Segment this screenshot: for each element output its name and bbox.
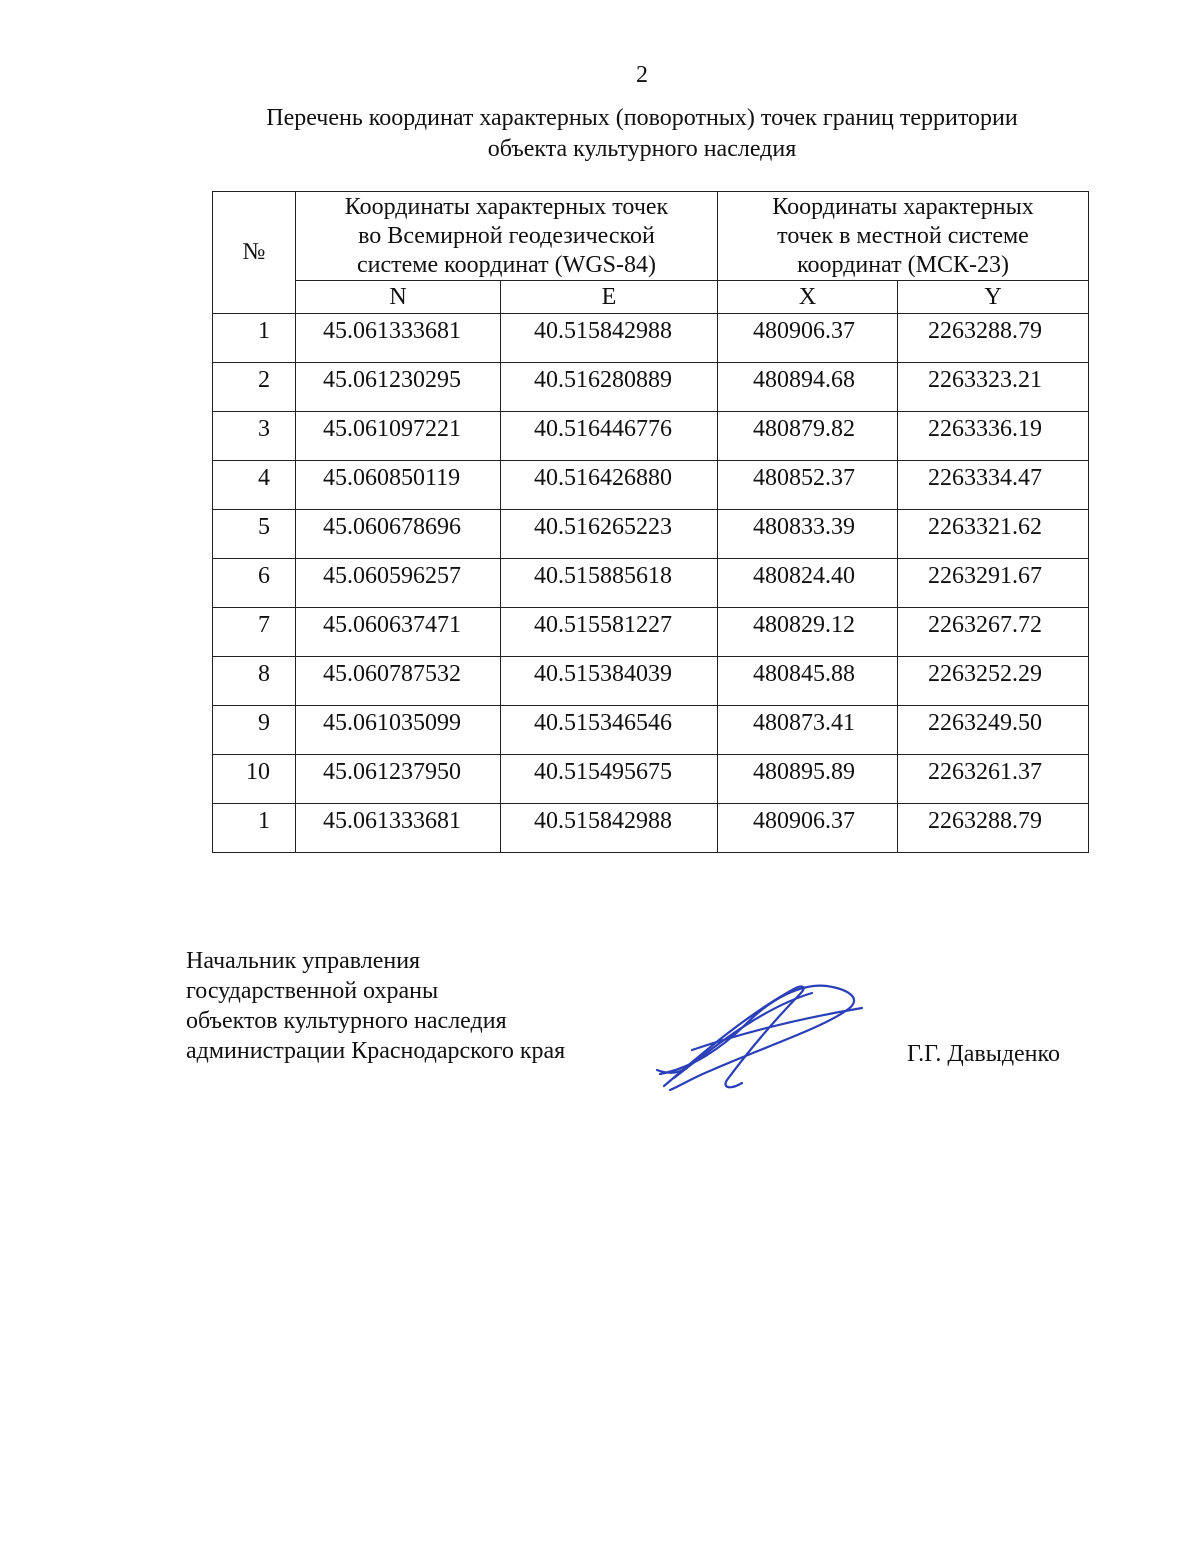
cell-x: 480873.41 bbox=[718, 706, 898, 755]
header-wgs84-line: во Всемирной геодезической bbox=[358, 222, 655, 249]
cell-number: 1 bbox=[213, 804, 296, 853]
cell-y: 2263321.62 bbox=[898, 510, 1089, 559]
table-row bbox=[213, 657, 1089, 706]
cell-e: 40.515842988 bbox=[501, 314, 718, 363]
cell-n: 45.060637471 bbox=[296, 608, 501, 657]
cell-x: 480895.89 bbox=[718, 755, 898, 804]
cell-n: 45.061035099 bbox=[296, 706, 501, 755]
table-row bbox=[213, 755, 1089, 804]
cell-x: 480879.82 bbox=[718, 412, 898, 461]
header-x: X bbox=[718, 281, 898, 314]
page-number: 2 bbox=[636, 62, 648, 88]
cell-number: 7 bbox=[213, 608, 296, 657]
cell-n: 45.061230295 bbox=[296, 363, 501, 412]
cell-n: 45.061237950 bbox=[296, 755, 501, 804]
cell-y: 2263323.21 bbox=[898, 363, 1089, 412]
cell-n: 45.060596257 bbox=[296, 559, 501, 608]
signatory-line: объектов культурного наследия bbox=[186, 1008, 507, 1034]
cell-e: 40.516446776 bbox=[501, 412, 718, 461]
signatory-line: администрации Краснодарского края bbox=[186, 1038, 566, 1064]
coordinates-table bbox=[212, 191, 1089, 853]
header-msk23-line: координат (МСК-23) bbox=[797, 251, 1009, 278]
table-row bbox=[213, 314, 1089, 363]
title-line-2: объекта культурного наследия bbox=[487, 136, 797, 162]
header-msk23-line: Координаты характерных bbox=[772, 193, 1034, 220]
cell-x: 480824.40 bbox=[718, 559, 898, 608]
signer-name: Г.Г. Давыденко bbox=[907, 1041, 1060, 1067]
cell-n: 45.060678696 bbox=[296, 510, 501, 559]
table-row bbox=[213, 559, 1089, 608]
cell-y: 2263336.19 bbox=[898, 412, 1089, 461]
cell-number: 2 bbox=[213, 363, 296, 412]
cell-n: 45.061097221 bbox=[296, 412, 501, 461]
header-e: E bbox=[501, 281, 718, 314]
signatory-line: государственной охраны bbox=[186, 978, 439, 1004]
signatory-line: Начальник управления bbox=[186, 948, 421, 974]
table-row bbox=[213, 510, 1089, 559]
header-wgs84 bbox=[296, 192, 718, 281]
table-body bbox=[213, 314, 1089, 853]
cell-y: 2263252.29 bbox=[898, 657, 1089, 706]
cell-x: 480852.37 bbox=[718, 461, 898, 510]
cell-number: 10 bbox=[213, 755, 296, 804]
handwritten-signature bbox=[652, 978, 867, 1096]
header-number: № bbox=[213, 192, 296, 314]
cell-n: 45.060850119 bbox=[296, 461, 501, 510]
cell-y: 2263267.72 bbox=[898, 608, 1089, 657]
cell-number: 5 bbox=[213, 510, 296, 559]
cell-n: 45.061333681 bbox=[296, 804, 501, 853]
table-row bbox=[213, 461, 1089, 510]
cell-x: 480906.37 bbox=[718, 804, 898, 853]
cell-x: 480829.12 bbox=[718, 608, 898, 657]
header-msk23-line: точек в местной системе bbox=[777, 222, 1029, 249]
table-row bbox=[213, 363, 1089, 412]
cell-y: 2263261.37 bbox=[898, 755, 1089, 804]
cell-x: 480833.39 bbox=[718, 510, 898, 559]
cell-number: 3 bbox=[213, 412, 296, 461]
table-row bbox=[213, 608, 1089, 657]
cell-y: 2263291.67 bbox=[898, 559, 1089, 608]
cell-e: 40.515384039 bbox=[501, 657, 718, 706]
cell-x: 480845.88 bbox=[718, 657, 898, 706]
table-row bbox=[213, 706, 1089, 755]
table-row bbox=[213, 412, 1089, 461]
cell-e: 40.515346546 bbox=[501, 706, 718, 755]
cell-y: 2263249.50 bbox=[898, 706, 1089, 755]
cell-e: 40.516265223 bbox=[501, 510, 718, 559]
header-wgs84-line: системе координат (WGS-84) bbox=[357, 251, 656, 278]
cell-e: 40.515581227 bbox=[501, 608, 718, 657]
cell-e: 40.516426880 bbox=[501, 461, 718, 510]
cell-number: 1 bbox=[213, 314, 296, 363]
table-row bbox=[213, 804, 1089, 853]
cell-number: 4 bbox=[213, 461, 296, 510]
cell-x: 480906.37 bbox=[718, 314, 898, 363]
signatory-title bbox=[186, 946, 565, 1066]
cell-e: 40.515495675 bbox=[501, 755, 718, 804]
header-msk23 bbox=[718, 192, 1089, 281]
cell-n: 45.061333681 bbox=[296, 314, 501, 363]
header-y: Y bbox=[898, 281, 1089, 314]
cell-n: 45.060787532 bbox=[296, 657, 501, 706]
cell-e: 40.516280889 bbox=[501, 363, 718, 412]
cell-e: 40.515885618 bbox=[501, 559, 718, 608]
cell-number: 9 bbox=[213, 706, 296, 755]
cell-number: 6 bbox=[213, 559, 296, 608]
cell-y: 2263288.79 bbox=[898, 804, 1089, 853]
cell-e: 40.515842988 bbox=[501, 804, 718, 853]
document-title bbox=[200, 103, 1084, 165]
title-line-1: Перечень координат характерных (поворотных) точек границ территории bbox=[266, 105, 1018, 131]
cell-number: 8 bbox=[213, 657, 296, 706]
header-wgs84-line: Координаты характерных точек bbox=[344, 193, 669, 220]
header-n: N bbox=[296, 281, 501, 314]
cell-y: 2263334.47 bbox=[898, 461, 1089, 510]
cell-y: 2263288.79 bbox=[898, 314, 1089, 363]
cell-x: 480894.68 bbox=[718, 363, 898, 412]
